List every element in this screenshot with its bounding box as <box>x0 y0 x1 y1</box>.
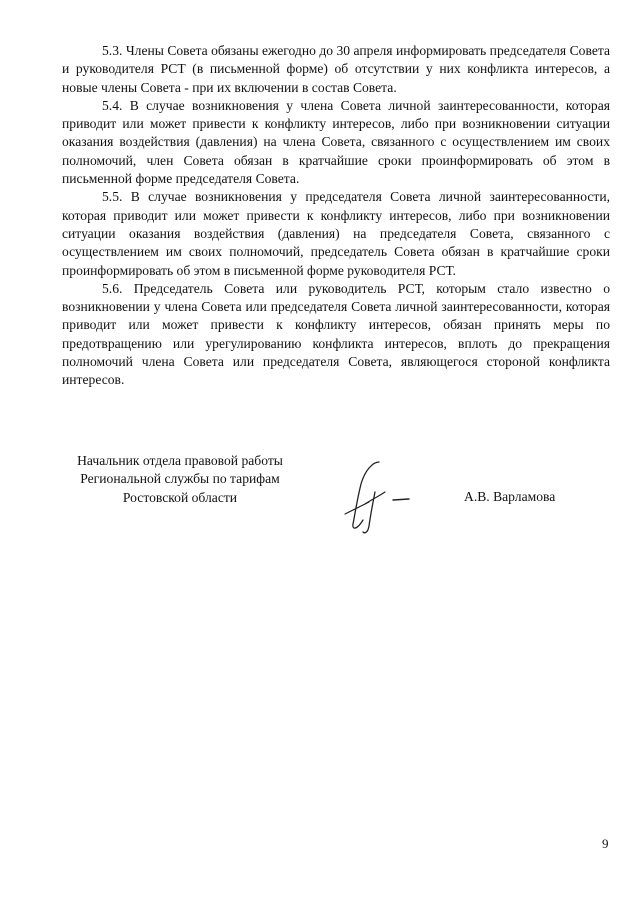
handwritten-signature <box>335 456 425 538</box>
signer-title <box>60 452 300 507</box>
paragraph-5-6: 5.6. Председатель Совета или руководитель РСТ, которым стало известно о возникновении у члена Совета или председателя Совета личной заинтересованности, которая приводит или может привести к конфликту интересов, обязан принять меры по предотвращению или урегулированию конфликта интересов, вплоть до прекращения полномочий члена Совета или председателя Совета, являющегося стороной конфликта интересов. <box>62 280 610 388</box>
signer-title-line: Региональной службы по тарифам <box>80 471 280 487</box>
document-body <box>62 42 610 390</box>
page-number: 9 <box>602 836 609 851</box>
signer-title-line: Начальник отдела правовой работы <box>77 453 283 468</box>
signer-title-line: Ростовской области <box>122 489 238 505</box>
signer-name: А.В. Варламова <box>464 489 556 504</box>
paragraph-5-3: 5.3. Члены Совета обязаны ежегодно до 30 апреля информировать председателя Совета и руководителя РСТ (в письменной форме) об отсутствии у них конфликта интересов, а новые члены Совета - при их включении в состав Совета. <box>62 43 610 95</box>
paragraph-5-5: 5.5. В случае возникновения у председателя Совета личной заинтересованности, которая приводит или может привести к конфликту интересов, либо при возникновении ситуации оказания воздействия (давления) на председателя Совета, связанного с осуществлением им своих полномочий, председатель Совета обязан в кратчайшие сроки проинформировать об этом в письменной форме руководителя РСТ. <box>62 189 610 278</box>
paragraph-5-4: 5.4. В случае возникновения у члена Совета личной заинтересованности, которая приводит или может привести к конфликту интересов, либо при возникновении ситуации оказания воздействия (давления) на члена Совета, связанного с осуществлением им своих полномочий, член Совета обязан в кратчайшие сроки проинформировать об этом в письменной форме председателя Совета. <box>62 97 610 187</box>
